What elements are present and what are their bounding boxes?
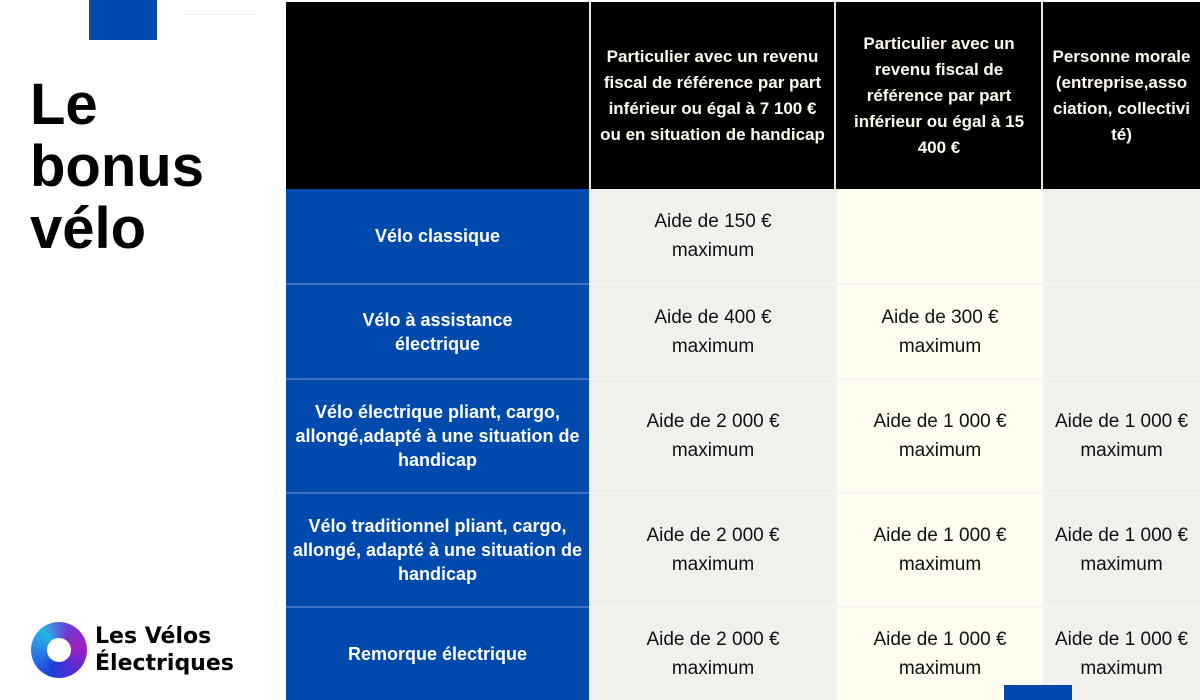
cell-legal-entity [1043, 285, 1200, 378]
row-label: Remorque électrique [286, 608, 589, 700]
header-cell-income-15400: Particulier avec un revenu fiscal de référence par part inférieur ou égal à 15 400 € [853, 33, 1025, 157]
cell-income-7100 [589, 380, 837, 492]
cell-income-7100 [589, 285, 837, 378]
cell-income-15400 [837, 380, 1043, 492]
title-line-3: vélo [30, 196, 147, 261]
cell-text: Aide de 2 000 € maximum [646, 411, 780, 461]
table-row [286, 189, 1200, 283]
cell-income-15400 [837, 189, 1043, 283]
cell-legal-entity: Aide de 1 000 € maximum [1043, 494, 1200, 606]
cell-text: Aide de 300 € maximum [881, 306, 999, 357]
cell-income-15400 [837, 494, 1043, 606]
ring-logo-icon [31, 622, 87, 678]
cell-income-7100 [589, 608, 837, 700]
title-line-2: bonus [30, 134, 204, 199]
cell-text: Aide de 1 000 € maximum [873, 411, 1007, 461]
header-cell-income-7100: Particulier avec un revenu fiscal de référence par part inférieur ou égal à 7 100 € ou en situation de handicap [600, 46, 825, 144]
cell-legal-entity [1043, 189, 1200, 283]
decorative-line-top [186, 14, 254, 15]
header-legal-entity-text: Personne morale (entreprise,association, collectivité) [1052, 46, 1191, 144]
table-header-row [286, 2, 1200, 189]
decorative-blue-square-top [89, 0, 157, 40]
row-label: Vélo classique [286, 189, 589, 283]
table-row [286, 285, 1200, 378]
row-label [286, 494, 589, 606]
row-label-text: Vélo à assistance électrique [362, 309, 513, 354]
cell-text: Aide de 2 000 € maximum [646, 525, 780, 575]
logo-text-line-2: Électriques [95, 651, 234, 676]
cell-text: Aide de 150 € maximum [654, 211, 772, 261]
row-divider [589, 378, 1200, 380]
cell-income-7100 [589, 494, 837, 606]
title-line-1: Le [30, 72, 98, 137]
cell-text: Aide de 1 000 € maximum [873, 525, 1007, 575]
cell-legal-entity: Aide de 1 000 € maximum [1043, 380, 1200, 492]
cell-text: Aide de 400 € maximum [654, 306, 772, 357]
header-cell-empty [286, 2, 589, 189]
logo-text-line-1: Les Vélos [95, 624, 212, 649]
logo-text [95, 623, 234, 677]
table-row [286, 494, 1200, 606]
row-divider [589, 283, 1200, 285]
bonus-table [286, 2, 1200, 700]
row-label [286, 285, 589, 378]
row-label-text: Vélo traditionnel pliant, cargo, allongé, adapté à une situation de handicap [292, 516, 583, 584]
page-title [30, 74, 270, 260]
brand-logo [31, 620, 234, 680]
row-label: Vélo électrique pliant, cargo, allongé,adapté à une situation de handicap [286, 380, 589, 492]
header-cell-legal-entity [1043, 2, 1200, 189]
cell-text: Aide de 2 000 € maximum [646, 629, 780, 679]
cell-income-7100 [589, 189, 837, 283]
cell-legal-entity: Aide de 1 000 € maximum [1043, 608, 1200, 700]
table-row [286, 380, 1200, 492]
cell-text: Aide de 1 000 € maximum [873, 629, 1007, 679]
cell-income-15400 [837, 285, 1043, 378]
decorative-blue-square-bottom [1004, 685, 1072, 700]
header-divider [834, 2, 836, 189]
